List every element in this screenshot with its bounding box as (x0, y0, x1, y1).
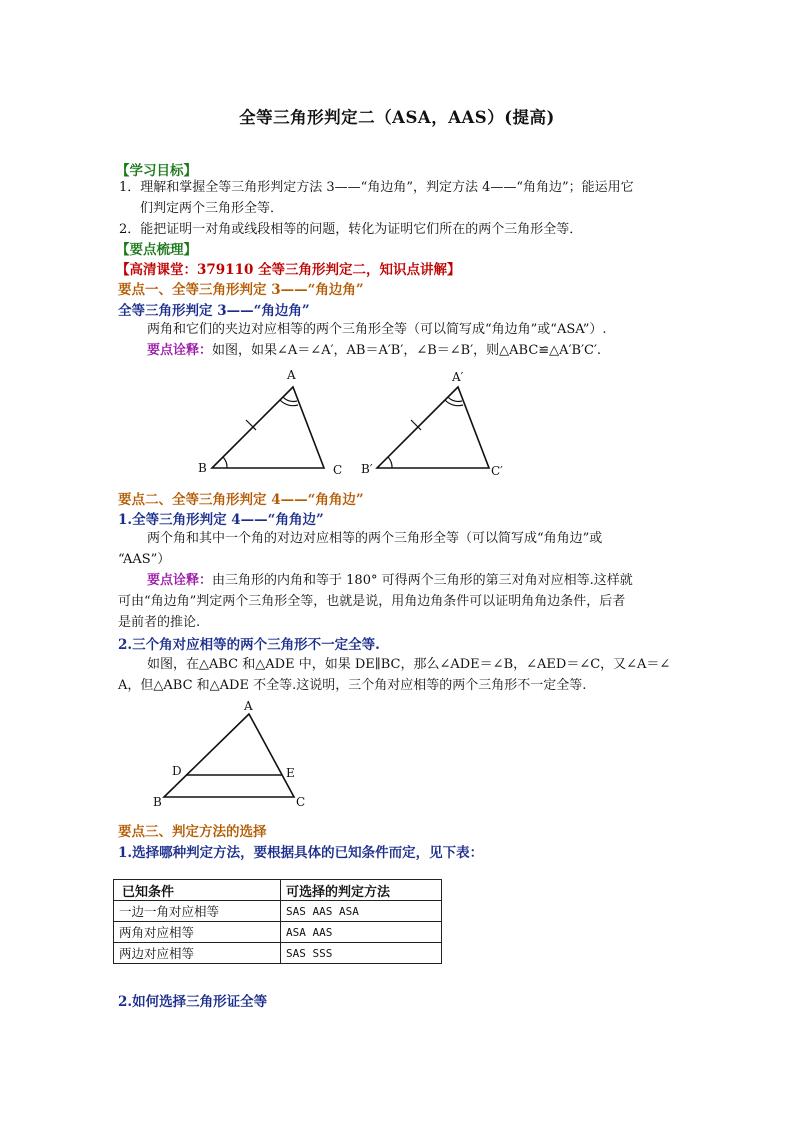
table-cell: SAS SSS (281, 943, 442, 964)
kp1-note-text: 如图，如果∠A＝∠A′，AB＝A′B′，∠B＝∠B′，则△ABC≌△A′B′C′. (212, 343, 602, 358)
objective-1-line-2: 们判定两个三角形全等． (140, 201, 284, 216)
kp1-heading: 要点一、全等三角形判定 3——“角边角” (118, 282, 364, 298)
table-header-condition: 已知条件 (114, 880, 281, 901)
kp2-sub1: 1.全等三角形判定 4——“角角边” (118, 512, 324, 528)
kp3-heading: 要点三、判定方法的选择 (118, 824, 267, 840)
kp2-sub1-text-line-2: “AAS”） (118, 552, 171, 567)
kp2-note-text-1: 由三角形的内角和等于 180° 可得两个三角形的第三对角对应相等.这样就 (212, 573, 633, 588)
document-title: 全等三角形判定二（ASA，AAS）(提高) (239, 108, 555, 127)
fig2-label-b: B (153, 795, 162, 809)
table-row (114, 943, 442, 964)
kp2-sub1-text-line-1: 两个角和其中一个角的对边对应相等的两个三角形全等（可以简写成“角角边”或 (147, 531, 603, 546)
table-header-methods: 可选择的判定方法 (281, 880, 442, 901)
table-cell: ASA AAS (281, 922, 442, 943)
kp2-heading: 要点二、全等三角形判定 4——“角角边” (118, 492, 364, 508)
table-cell: 一边一角对应相等 (114, 901, 281, 922)
fig1-label-c: C (333, 463, 343, 477)
fig2-label-e: E (286, 766, 295, 780)
fig2-label-d: D (172, 764, 182, 778)
fig1-label-b-prime: B′ (361, 462, 373, 476)
table-row (114, 901, 442, 922)
kp2-note-line-3: 是前者的推论. (118, 615, 201, 630)
objectives-heading: 【学习目标】 (116, 163, 197, 179)
kp1-statement: 两角和它们的夹边对应相等的两个三角形全等（可以简写成“角边角”或“ASA”）. (147, 322, 607, 337)
kp3-sub2: 2.如何选择三角形证全等 (118, 994, 268, 1010)
table-cell: SAS AAS ASA (281, 901, 442, 922)
kp3-sub1: 1.选择哪种判定方法，要根据具体的已知条件而定，见下表： (118, 845, 484, 861)
kp2-sub2: 2.三个角对应相等的两个三角形不一定全等. (118, 637, 380, 653)
kp1-subheading: 全等三角形判定 3——“角边角” (118, 303, 310, 319)
kp2-sub2-line-1: 如图，在△ABC 和△ADE 中，如果 DE∥BC，那么∠ADE＝∠B，∠AED＝∠C，又∠A＝∠ (147, 657, 671, 672)
method-selection-table (113, 879, 442, 964)
fig2-label-c: C (296, 795, 306, 809)
table-header-row (114, 880, 442, 901)
fig1-label-b: B (198, 461, 207, 475)
objective-2: 2．能把证明一对角或线段相等的问题，转化为证明它们所在的两个三角形全等． (119, 222, 583, 237)
objective-1-line-1: 1．理解和掌握全等三角形判定方法 3——“角边角”，判定方法 4——“角角边”；能运用它 (119, 180, 634, 195)
table-cell: 两角对应相等 (114, 922, 281, 943)
fig1-label-a-prime: A′ (452, 370, 464, 384)
fig1-label-c-prime: C′ (491, 464, 503, 478)
kp1-note-label: 要点诠释： (147, 343, 213, 358)
kp2-sub2-line-2: A，但△ABC 和△ADE 不全等.这说明，三个角对应相等的两个三角形不一定全等. (118, 678, 587, 693)
key-points-heading: 【要点梳理】 (116, 242, 197, 258)
fig2-label-a: A (244, 699, 253, 713)
fig1-label-a: A (287, 368, 296, 382)
table-cell: 两边对应相等 (114, 943, 281, 964)
kp2-note-label: 要点诠释： (147, 573, 213, 588)
table-row (114, 922, 442, 943)
kp2-note-line-2: 可由“角边角”判定两个三角形全等，也就是说，用角边角条件可以证明角角边条件，后者 (118, 594, 626, 609)
video-link[interactable]: 【高清课堂：379110 全等三角形判定二，知识点讲解】 (116, 262, 461, 278)
